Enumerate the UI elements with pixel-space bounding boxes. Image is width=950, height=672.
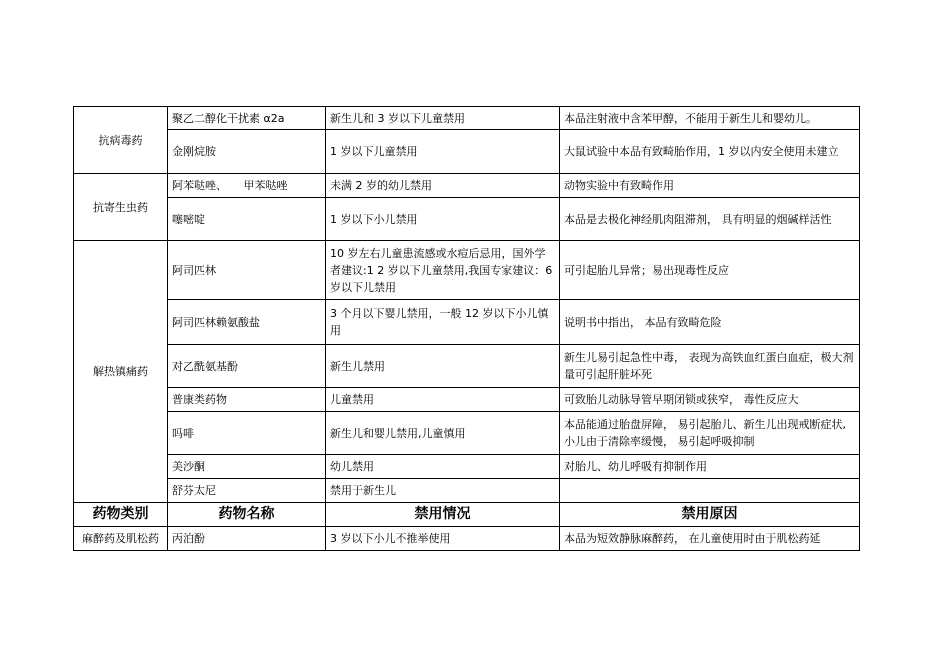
drug-name-cell: 吗啡 [168,412,326,455]
situation-cell: 1 岁以下小儿禁用 [326,198,560,241]
situation-cell: 新生儿禁用 [326,345,560,388]
category-cell: 麻醉药及肌松药 [74,527,168,551]
drug-contraindication-table [73,106,860,551]
reason-cell: 可致胎儿动脉导管早期闭锁或狭窄， 毒性反应大 [560,388,860,412]
situation-cell: 3 个月以下婴儿禁用，一般 12 岁以下小儿慎用 [326,300,560,345]
drug-name-cell: 聚乙二醇化干扰素 α2a [168,107,326,130]
drug-name-cell: 阿苯哒唑、 甲苯哒唑 [168,174,326,198]
header-category: 药物类别 [74,503,168,527]
category-cell: 抗病毒药 [74,107,168,174]
header-name: 药物名称 [168,503,326,527]
situation-cell: 10 岁左右儿童患流感或水痘后忌用，国外学者建议:1 2 岁以下儿童禁用,我国专家建议：6 岁以下儿禁用 [326,241,560,300]
situation-cell: 1 岁以下儿童禁用 [326,130,560,174]
situation-cell: 幼儿禁用 [326,455,560,479]
situation-cell: 儿童禁用 [326,388,560,412]
reason-cell: 新生儿易引起急性中毒， 表现为高铁血红蛋白血症，极大剂量可引起肝脏坏死 [560,345,860,388]
reason-cell: 本品为短效静脉麻醉药， 在儿童使用时由于肌松药延 [560,527,860,551]
situation-cell: 3 岁以下小儿不推举使用 [326,527,560,551]
reason-cell: 本品能通过胎盘屏障， 易引起胎儿、新生儿出现戒断症状, 小儿由于清除率缓慢， 易引起呼吸抑制 [560,412,860,455]
situation-cell: 禁用于新生儿 [326,479,560,503]
drug-name-cell: 阿司匹林 [168,241,326,300]
situation-cell: 新生儿和婴儿禁用,儿童慎用 [326,412,560,455]
reason-cell: 大鼠试验中本品有致畸胎作用，1 岁以内安全使用未建立 [560,130,860,174]
drug-name-cell: 丙泊酚 [168,527,326,551]
drug-name-cell: 舒芬太尼 [168,479,326,503]
category-cell: 抗寄生虫药 [74,174,168,241]
drug-name-cell: 噻嘧啶 [168,198,326,241]
reason-cell: 动物实验中有致畸作用 [560,174,860,198]
situation-cell: 新生儿和 3 岁以下儿童禁用 [326,107,560,130]
reason-cell: 可引起胎儿异常；易出现毒性反应 [560,241,860,300]
header-reason: 禁用原因 [560,503,860,527]
reason-cell: 本品注射液中含苯甲醇，不能用于新生儿和婴幼儿。 [560,107,860,130]
reason-cell [560,479,860,503]
drug-name-cell: 对乙酰氨基酚 [168,345,326,388]
drug-name-cell: 阿司匹林赖氨酸盐 [168,300,326,345]
drug-name-cell: 普康类药物 [168,388,326,412]
category-cell: 解热镇痛药 [74,241,168,503]
reason-cell: 对胎儿、幼儿呼吸有抑制作用 [560,455,860,479]
drug-name-cell: 金刚烷胺 [168,130,326,174]
reason-cell: 本品是去极化神经肌肉阻滞剂， 具有明显的烟碱样活性 [560,198,860,241]
situation-cell: 未满 2 岁的幼儿禁用 [326,174,560,198]
drug-name-cell: 美沙酮 [168,455,326,479]
header-situation: 禁用情况 [326,503,560,527]
reason-cell: 说明书中指出， 本品有致畸危险 [560,300,860,345]
